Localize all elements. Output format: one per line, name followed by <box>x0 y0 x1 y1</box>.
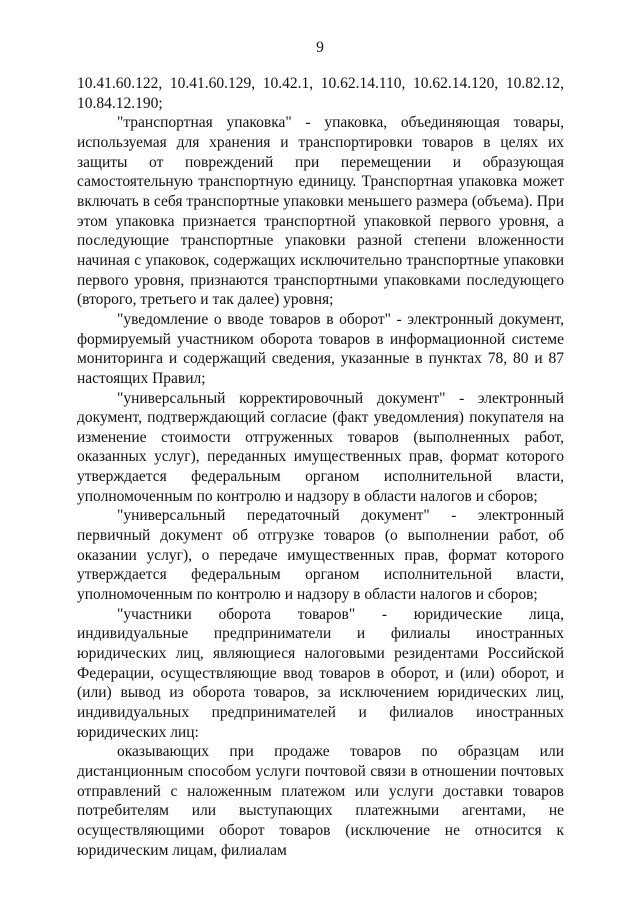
paragraph-exception-postal-services: оказывающих при продаже товаров по образцам или дистанционным способом услуги почтовой связи в отношении почтовых отправлений с наложенным платежом или услуги доставки товаров потребителям или выступающих платежными агентами, не осуществляющими оборот товаров (исключение не относится к юридическим лицам, филиалам <box>77 743 564 859</box>
paragraph-universal-transfer-document: "универсальный передаточный документ" - электронный первичный документ об отгрузке товаров (о выполнении работ, об оказании услуг), о передаче имущественных прав, формат которого утверждается федеральным органом исполнительной власти, уполномоченным по контролю и надзору в области налогов и сборов; <box>77 507 564 604</box>
paragraph-universal-correction-document: "универсальный корректировочный документ" - электронный документ, подтверждающий согласие (факт уведомления) покупателя на изменение стоимости отгруженных товаров (выполненных работ, оказанных услуг), переданных имущественных прав, формат которого утверждается федеральным органом исполнительной власти, уполномоченным по контролю и надзору в области налогов и сборов; <box>77 389 564 505</box>
paragraph-okpd-codes: 10.41.60.122, 10.41.60.129, 10.42.1, 10.62.14.110, 10.62.14.120, 10.82.12, 10.84.12.190; <box>77 75 564 112</box>
paragraph-turnover-participants: "участники оборота товаров" - юридические лица, индивидуальные предприниматели и филиалы иностранных юридических лиц, являющиеся налоговыми резидентами Российской Федерации, осуществляющие ввод товаров в оборот, и (или) оборот, и (или) вывод из оборота товаров, за исключением юридических лиц, индивидуальных предпринимателей и филиалов иностранных юридических лиц: <box>77 605 564 741</box>
document-body <box>77 74 564 860</box>
paragraph-introduction-notice: "уведомление о вводе товаров в оборот" - электронный документ, формируемый участником оборота товаров в информационной системе мониторинга и содержащий сведения, указанные в пунктах 78, 80 и 87 настоящих Правил; <box>77 310 564 387</box>
paragraph-transport-packaging: "транспортная упаковка" - упаковка, объединяющая товары, используемая для хранения и транспортировки товаров в целях их защиты от повреждений при перемещении и образующая самостоятельную транспортную единицу. Транспортная упаковка может включать в себя транспортные упаковки меньшего размера (объема). При этом упаковка признается транспортной упаковкой первого уровня, а последующие транспортные упаковки разной степени вложенности начиная с упаковок, содержащих исключительно транспортные упаковки первого уровня, признаются транспортными упаковками последующего (второго, третьего и так далее) уровня; <box>77 114 564 309</box>
page-number: 9 <box>316 39 324 56</box>
